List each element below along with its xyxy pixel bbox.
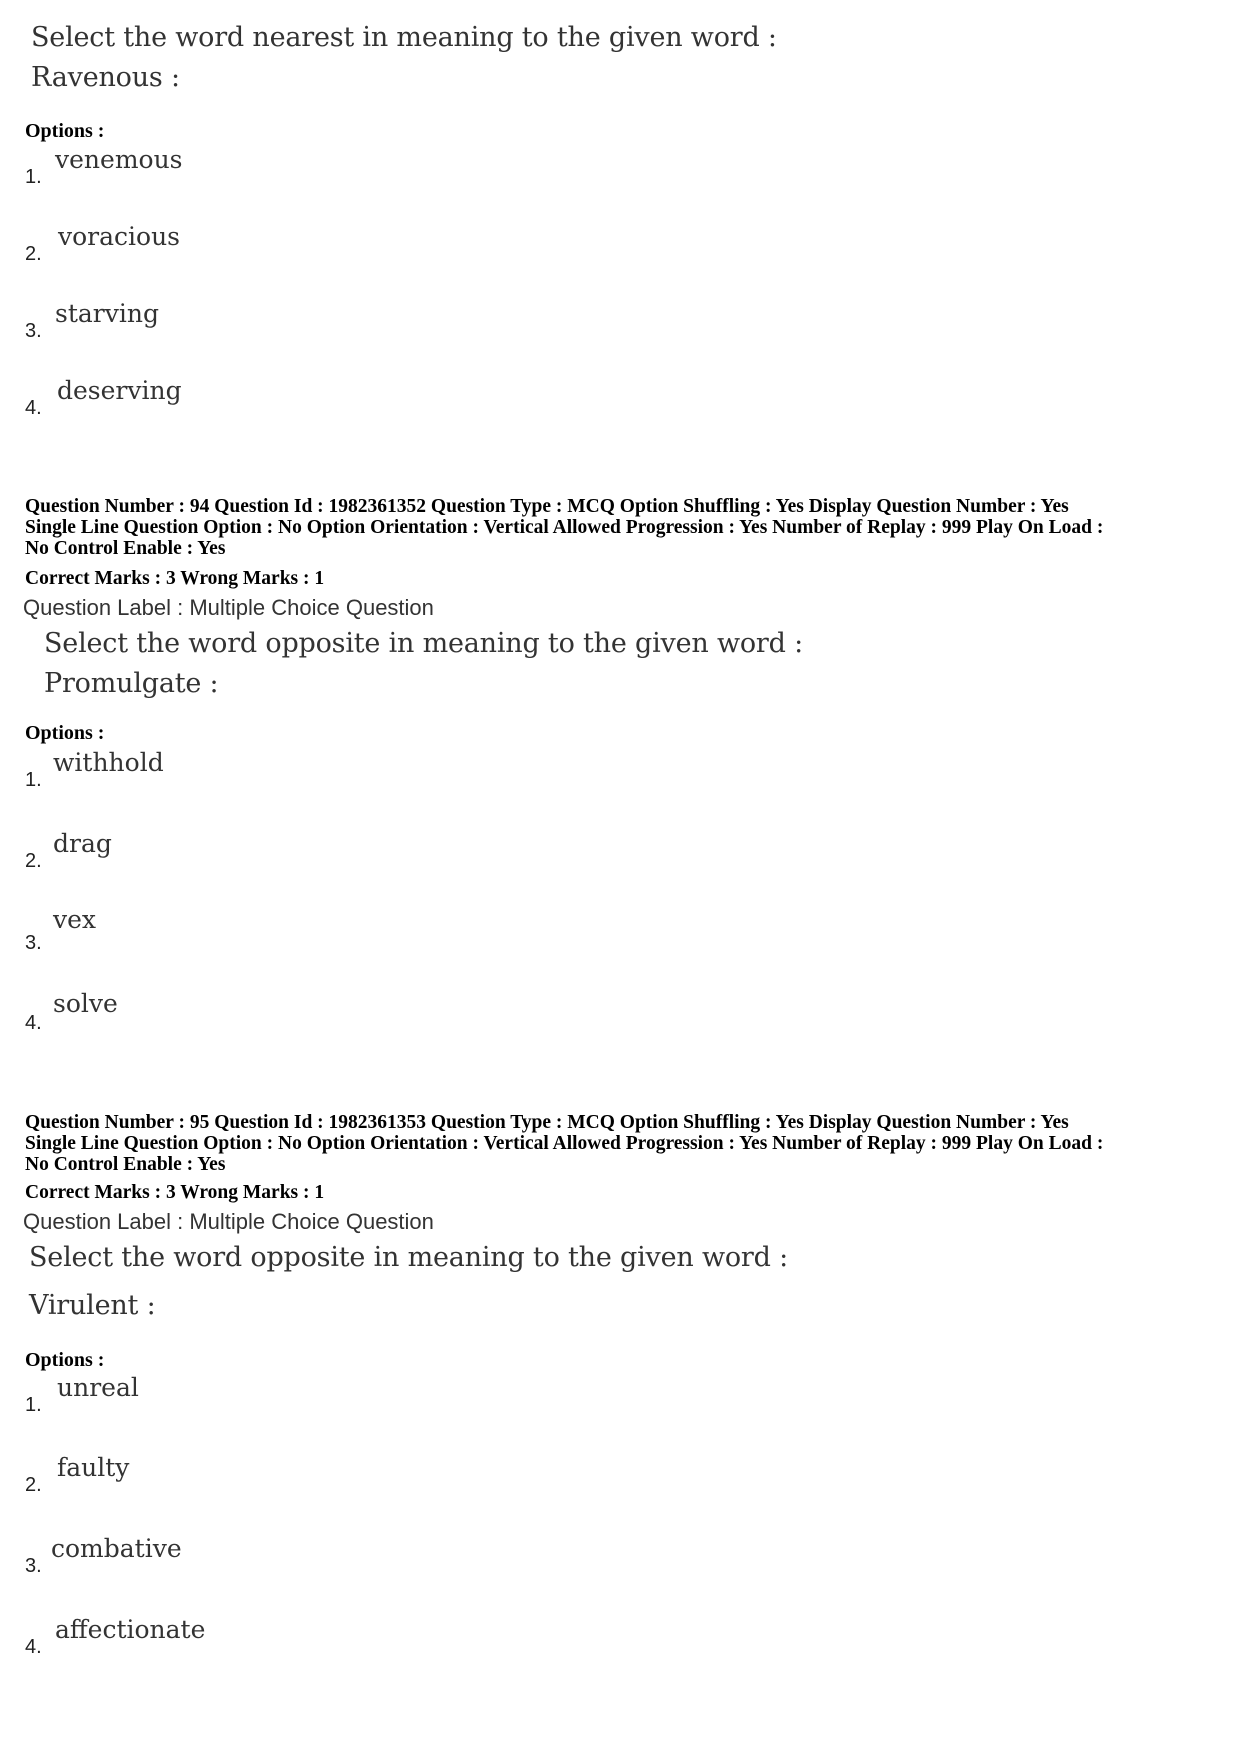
options-label: Options : [25,1349,105,1371]
question-label: Question Label : Multiple Choice Question [23,595,434,620]
option-number: 4. [25,397,42,419]
question-meta [25,1112,1225,1175]
option-number: 2. [25,243,42,265]
question-meta-line: Single Line Question Option : No Option Orientation : Vertical Allowed Progression : Yes Number of Replay : 999 Play On Load : [25,517,1104,538]
question-marks: Correct Marks : 3 Wrong Marks : 1 [25,568,325,589]
option-number: 3. [25,320,42,342]
question-stem: Select the word nearest in meaning to the given word : [31,22,777,53]
option-text: unreal [57,1373,139,1402]
option-text: starving [55,299,159,328]
option-text: deserving [57,376,182,405]
option-number: 1. [25,166,42,188]
question-meta-line: Single Line Question Option : No Option Orientation : Vertical Allowed Progression : Yes Number of Replay : 999 Play On Load : [25,1133,1104,1154]
option-text: combative [51,1534,182,1563]
options-label: Options : [25,722,105,744]
question-marks: Correct Marks : 3 Wrong Marks : 1 [25,1182,325,1203]
option-number: 3. [25,1555,42,1577]
option-number: 1. [25,769,42,791]
option-text: voracious [58,222,181,251]
question-label: Question Label : Multiple Choice Question [23,1209,434,1234]
question-meta-line: Question Number : 95 Question Id : 1982361353 Question Type : MCQ Option Shuffling : Yes Display Question Number : Yes [25,1112,1069,1133]
question-word: Virulent : [29,1290,156,1321]
question-meta [25,496,1225,559]
question-word: Promulgate : [44,668,219,699]
option-text: venemous [55,145,183,174]
option-number: 2. [25,850,42,872]
options-label: Options : [25,120,105,142]
question-meta-line: No Control Enable : Yes [25,1154,226,1175]
option-text: solve [53,989,118,1018]
question-stem: Select the word opposite in meaning to the given word : [29,1242,788,1273]
question-stem: Select the word opposite in meaning to the given word : [44,628,803,659]
option-number: 3. [25,932,42,954]
option-text: withhold [53,748,164,777]
question-meta-line: No Control Enable : Yes [25,538,226,559]
option-text: vex [53,905,97,934]
option-number: 4. [25,1012,42,1034]
option-text: faulty [57,1453,130,1482]
option-number: 1. [25,1394,42,1416]
option-text: affectionate [55,1615,206,1644]
option-text: drag [53,829,112,858]
option-number: 2. [25,1474,42,1496]
option-number: 4. [25,1636,42,1658]
question-word: Ravenous : [31,62,180,93]
question-meta-line: Question Number : 94 Question Id : 1982361352 Question Type : MCQ Option Shuffling : Yes Display Question Number : Yes [25,496,1069,517]
